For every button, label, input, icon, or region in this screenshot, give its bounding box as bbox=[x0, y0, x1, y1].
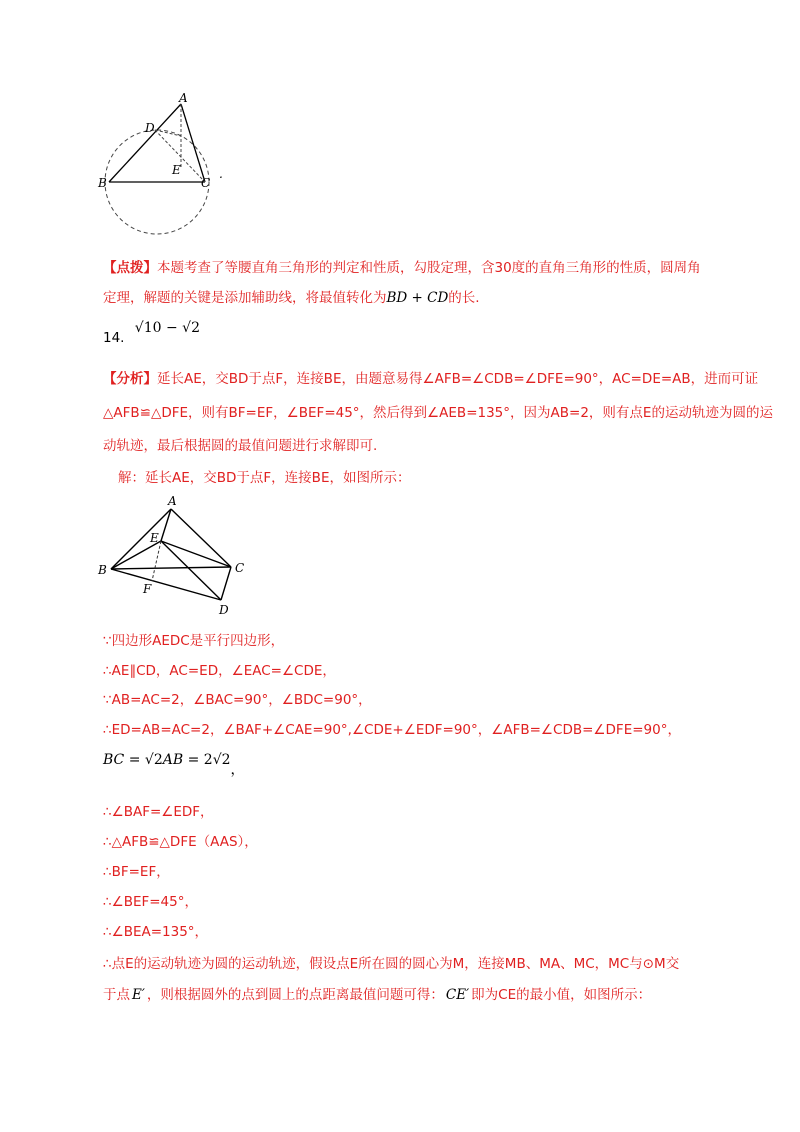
bc-root1: √2 bbox=[144, 752, 163, 768]
hint-line-2 bbox=[103, 288, 480, 308]
figure-quadrilateral bbox=[95, 492, 265, 620]
final-text-2a: 于点 bbox=[103, 987, 130, 1003]
label-e: E bbox=[172, 163, 181, 177]
segment-ef2 bbox=[152, 541, 161, 581]
segment-be2 bbox=[111, 541, 161, 569]
segment-ac bbox=[181, 104, 205, 182]
hint-text-1: 本题考查了等腰直角三角形的判定和性质，勾股定理，含30度的直角三角形的性质，圆周角 bbox=[157, 260, 701, 276]
q14-sqrt10: √10 bbox=[134, 320, 162, 336]
label-b2: B bbox=[98, 563, 107, 577]
bc-lhs: BC bbox=[103, 752, 125, 768]
label-d: D bbox=[145, 121, 155, 135]
segment-ac2 bbox=[171, 509, 231, 567]
step-1: ∵四边形AEDC是平行四边形， bbox=[103, 633, 285, 649]
final-text-2c: 即为CE的最小值，如图所示： bbox=[471, 987, 652, 1003]
label-a2: A bbox=[168, 494, 177, 508]
label-c2: C bbox=[235, 561, 245, 575]
analysis-line-2: △AFB≌△DFE，则有BF=EF，∠BEF=45°，然后得到∠AEB=135°，因为AB=2，则有点E的运动轨迹为圆的运 bbox=[103, 405, 773, 421]
step-4: ∴ED=AB=AC=2，∠BAF+∠CAE=90°,∠CDE+∠EDF=90°，∠AFB=∠CDB=∠DFE=90°， bbox=[103, 722, 681, 738]
step-7: ∴BF=EF， bbox=[103, 864, 170, 880]
bc-comma: ， bbox=[230, 762, 245, 778]
hint-tag: 【点拨】 bbox=[103, 260, 157, 276]
bc-root2: √2 bbox=[212, 752, 231, 768]
bc-formula bbox=[103, 750, 245, 778]
step-8: ∴∠BEF=45°， bbox=[103, 894, 198, 910]
hint-line-1 bbox=[103, 258, 701, 278]
solution-intro: 解：延长AE，交BD于点F，连接BE，如图所示： bbox=[118, 470, 411, 486]
hint-math-bd-cd: BD + CD bbox=[386, 290, 449, 306]
q14-minus: − bbox=[161, 320, 183, 336]
step-2: ∴AE∥CD，AC=ED，∠EAC=∠CDE， bbox=[103, 663, 336, 679]
final-line-2 bbox=[103, 985, 651, 1005]
label-c: C bbox=[201, 176, 211, 190]
final-line-1: ∴点E的运动轨迹为圆的运动轨迹，假设点E所在圆的圆心为M，连接MB、MA、MC，MC与⊙M交 bbox=[103, 956, 680, 972]
final-text-2b: ，则根据圆外的点到圆上的点距离最值问题可得： bbox=[146, 987, 444, 1003]
trailing-dot: . bbox=[219, 167, 223, 181]
analysis-line-3: 动轨迹，最后根据圆的最值问题进行求解即可. bbox=[103, 438, 378, 454]
label-f2: F bbox=[143, 582, 152, 596]
step-5: ∴∠BAF=∠EDF， bbox=[103, 804, 214, 820]
step-3: ∵AB=AC=2，∠BAC=90°，∠BDC=90°， bbox=[103, 692, 372, 708]
step-6: ∴△AFB≌△DFE（AAS）， bbox=[103, 834, 258, 850]
final-math-eprime: E′ bbox=[132, 987, 145, 1003]
bc-ab: AB bbox=[162, 752, 184, 768]
q14-number: 14. bbox=[103, 330, 125, 346]
bc-eq2: = 2 bbox=[183, 752, 213, 768]
hint-text-2b: 的长. bbox=[448, 290, 480, 306]
q14-answer bbox=[103, 318, 200, 346]
label-e2: E bbox=[150, 531, 159, 545]
figure-circle-triangle bbox=[95, 92, 235, 237]
label-a: A bbox=[179, 91, 188, 105]
label-d2: D bbox=[219, 603, 229, 617]
analysis-text-1: 延长AE，交BD于点F，连接BE，由题意易得∠AFB=∠CDB=∠DFE=90°，AC=DE=AB，进而可证 bbox=[157, 371, 759, 387]
analysis-tag: 【分析】 bbox=[103, 371, 157, 387]
segment-bc2 bbox=[111, 567, 231, 569]
segment-cd2 bbox=[221, 567, 231, 600]
q14-sqrt2: √2 bbox=[182, 320, 200, 336]
step-9: ∴∠BEA=135°， bbox=[103, 924, 209, 940]
label-b: B bbox=[98, 176, 107, 190]
hint-text-2a: 定理，解题的关键是添加辅助线，将最值转化为 bbox=[103, 290, 387, 306]
segment-ba bbox=[109, 104, 181, 182]
segment-ec2 bbox=[161, 541, 231, 567]
bc-eq1: = bbox=[124, 752, 145, 768]
analysis-line-1 bbox=[103, 369, 758, 389]
final-math-ceprime: CE′ bbox=[445, 987, 470, 1003]
